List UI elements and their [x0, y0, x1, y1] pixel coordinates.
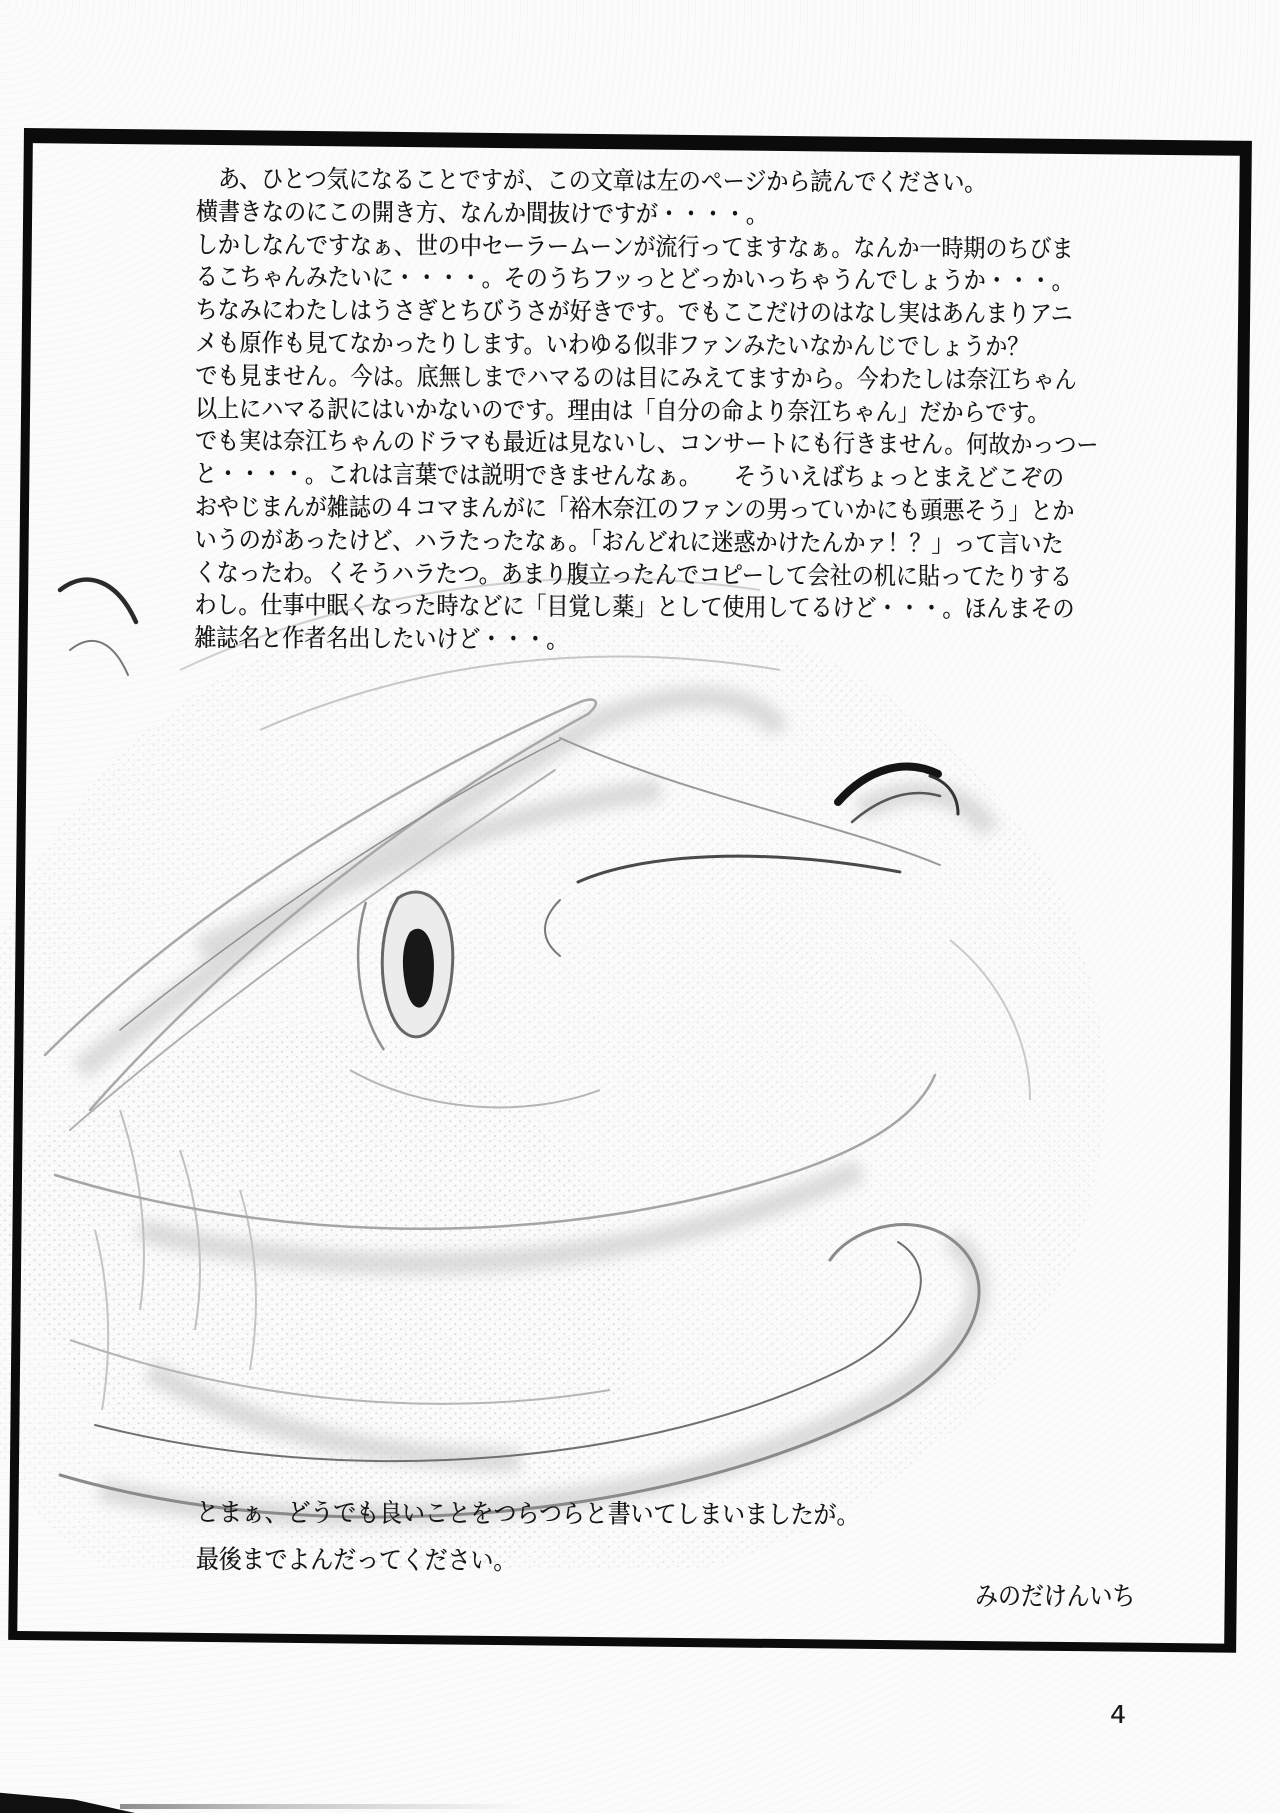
scan-edge-streak: [120, 1804, 550, 1809]
paragraph-line: 雑誌名と作者名出したいけど・・・。: [194, 623, 569, 655]
paragraph-line: わし。仕事中眠くなった時などに「目覚し薬」として使用してるけど・・・。ほんまその: [194, 590, 1075, 624]
paragraph-line: しかしなんですなぁ、世の中セーラームーンが流行ってますなぁ。なんか一時期のちびま: [195, 229, 1074, 263]
author-signature: みのだけんいち: [975, 1582, 1136, 1612]
scan-corner-artifact: [0, 1786, 135, 1813]
paragraph-line: あ、ひとつ気になることですが、この文章は左のページから読んでください。: [195, 163, 987, 197]
page-border-frame: [8, 128, 1252, 1653]
paragraph-line: るこちゃんみたいに・・・・。そのうちフッっとどっかいっちゃうんでしょうか・・・。: [195, 262, 1074, 296]
paragraph-line: 以上にハマる訳にはいかないのです。理由は「自分の命より奈江ちゃん」だからです。: [195, 393, 1050, 427]
paragraph-line: おやじまんが雑誌の４コマまんがに「裕木奈江のファンの男っていかにも頭悪そう」とか: [194, 491, 1075, 526]
closing-line: 最後までよんだってください。: [195, 1544, 517, 1577]
paragraph-line: メも原作も見てなかったりします。いわゆる似非ファンみたいなかんじでしょうか？: [195, 327, 1030, 362]
paragraph-line: と・・・・。これは言葉では説明できませんなぁ。 そういえばちょっとまえどこぞの: [194, 459, 1064, 493]
paragraph-line: でも実は奈江ちゃんのドラマも最近は見ないし、コンサートにも行きません。何故かっつー: [194, 426, 1099, 460]
paragraph-line: ちなみにわたしはうさぎとちびうさが好きです。でもここだけのはなし実はあんまりアニ: [195, 295, 1073, 329]
paragraph-line: 横書きなのにこの開き方、なんか間抜けですが・・・・。: [195, 196, 768, 229]
paragraph-line: くなったわ。くそうハラたつ。あまり腹立ったんでコピーして会社の机に貼ってたりする: [194, 557, 1072, 591]
closing-line: とまぁ、どうでも良いことをつらつらと書いてしまいましたが。: [195, 1498, 860, 1531]
page-number: 4: [1110, 1700, 1126, 1729]
paragraph-line: いうのがあったけど、ハラたったなぁ。「おんどれに迷惑かけたんかァ！？」って言いた: [194, 524, 1064, 559]
paragraph-line: でも見ません。今は。底無しまでハマるのは目にみえてますから。今わたしは奈江ちゃん: [195, 360, 1077, 395]
